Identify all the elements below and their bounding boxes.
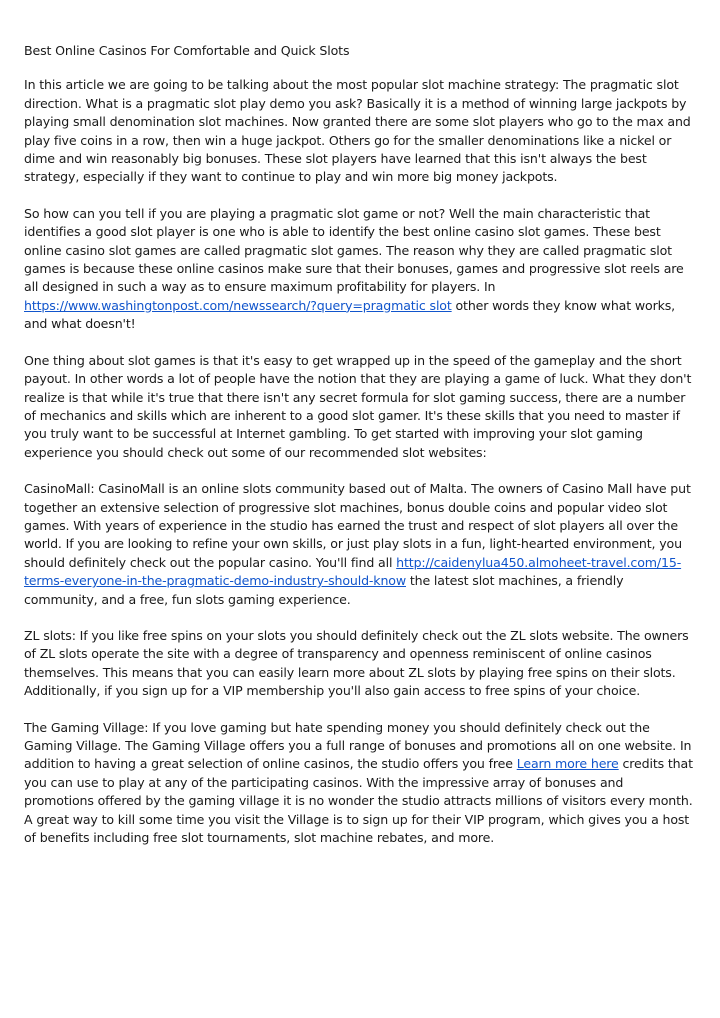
document-page (24, 42, 696, 865)
paragraph-casinomall (24, 480, 696, 609)
paragraph-text: One thing about slot games is that it's easy to get wrapped up in the speed of the gameplay and the short payout. In other words a lot of people have the notion that they are playing a game of luck. What they don't realize is that while it's true that there isn't any secret formula for slot gaming success, there are a number of mechanics and skills which are inherent to a good slot gamer. It's these skills that you need to master if you truly want to be successful at Internet gambling. To get started with improving your slot gaming experience you should check out some of our recommended slot websites: (24, 352, 692, 460)
document-title: Best Online Casinos For Comfortable and Quick Slots (24, 43, 350, 58)
paragraph-text: ZL slots: If you like free spins on your slots you should definitely check out the ZL slots website. The owners of ZL slots operate the site with a degree of transparency and openness reminiscent of online casinos themselves. This means that you can easily learn more about ZL slots by playing free spins on their slots. Additionally, if you sign up for a VIP membership you'll also gain access to free spins of your choice. (24, 627, 689, 699)
caidenylua-link[interactable]: http://caidenylua450.almoheet-travel.com/15-terms-everyone-in-the-pragmatic-demo-industry-should-know (24, 554, 682, 589)
learn-more-link[interactable]: Learn more here (516, 756, 619, 772)
washingtonpost-link[interactable]: https://www.washingtonpost.com/newssearch/?query=pragmatic slot (24, 297, 452, 313)
paragraph-text: credits that you can use to play at any of the participating casinos. With the impressive array of bonuses and promotions offered by the gaming village it is no wonder the studio attracts millions of visitors every month. A great way to kill some time you visit the Village is to sign up for their VIP program, which gives you a host of benefits including free slot tournaments, slot machine rebates, and more. (24, 756, 693, 846)
paragraph-text: CasinoMall: CasinoMall is an online slots community based out of Malta. The owners of Casino Mall have put together an extensive selection of progressive slot machines, bonus double coins and popular video slot games. With years of experience in the studio has earned the trust and respect of slot players all over the world. If you are looking to refine your own skills, or just play slots in a fun, light-hearted environment, you should definitely check out the popular casino. You'll find all (24, 481, 691, 570)
paragraph-zl-slots (24, 627, 696, 701)
paragraph-gaming-village (24, 719, 696, 848)
paragraph-text: In this article we are going to be talking about the most popular slot machine strategy: The pragmatic slot direction. What is a pragmatic slot play demo you ask? Basically it is a method of winning large jackpots by playing small denomination slot machines. Now granted there are some slot players who go to the max and play five coins in a row, then win a huge jackpot. Others go for the smaller denominations like a nickel or dime and win reasonably big bonuses. These slot players have learned that this isn't always the best strategy, especially if they want to continue to play and win more big money jackpots. (24, 77, 691, 185)
paragraph-text: So how can you tell if you are playing a pragmatic slot game or not? Well the main characteristic that identifies a good slot player is one who is able to identify the best online casino slot games. These best online casino slot games are called pragmatic slot games. The reason why they are called pragmatic slot games is because these online casinos make sure that their bonuses, games and progressive slot reels are all designed in such a way as to ensure maximum profitability for players. In (24, 205, 684, 295)
paragraph-slot-games (24, 352, 696, 462)
paragraph-text: other words they know what works, and what doesn't! (24, 297, 676, 332)
paragraph-pragmatic (24, 205, 696, 334)
paragraph-intro (24, 76, 696, 186)
paragraph-text: The Gaming Village: If you love gaming but hate spending money you should definitely check out the Gaming Village. The Gaming Village offers you a full range of bonuses and promotions all on one website. In addition to having a great selection of online casinos, the studio offers you free (24, 719, 692, 772)
paragraph-text: the latest slot machines, a friendly community, and a free, fun slots gaming experience. (24, 573, 624, 607)
